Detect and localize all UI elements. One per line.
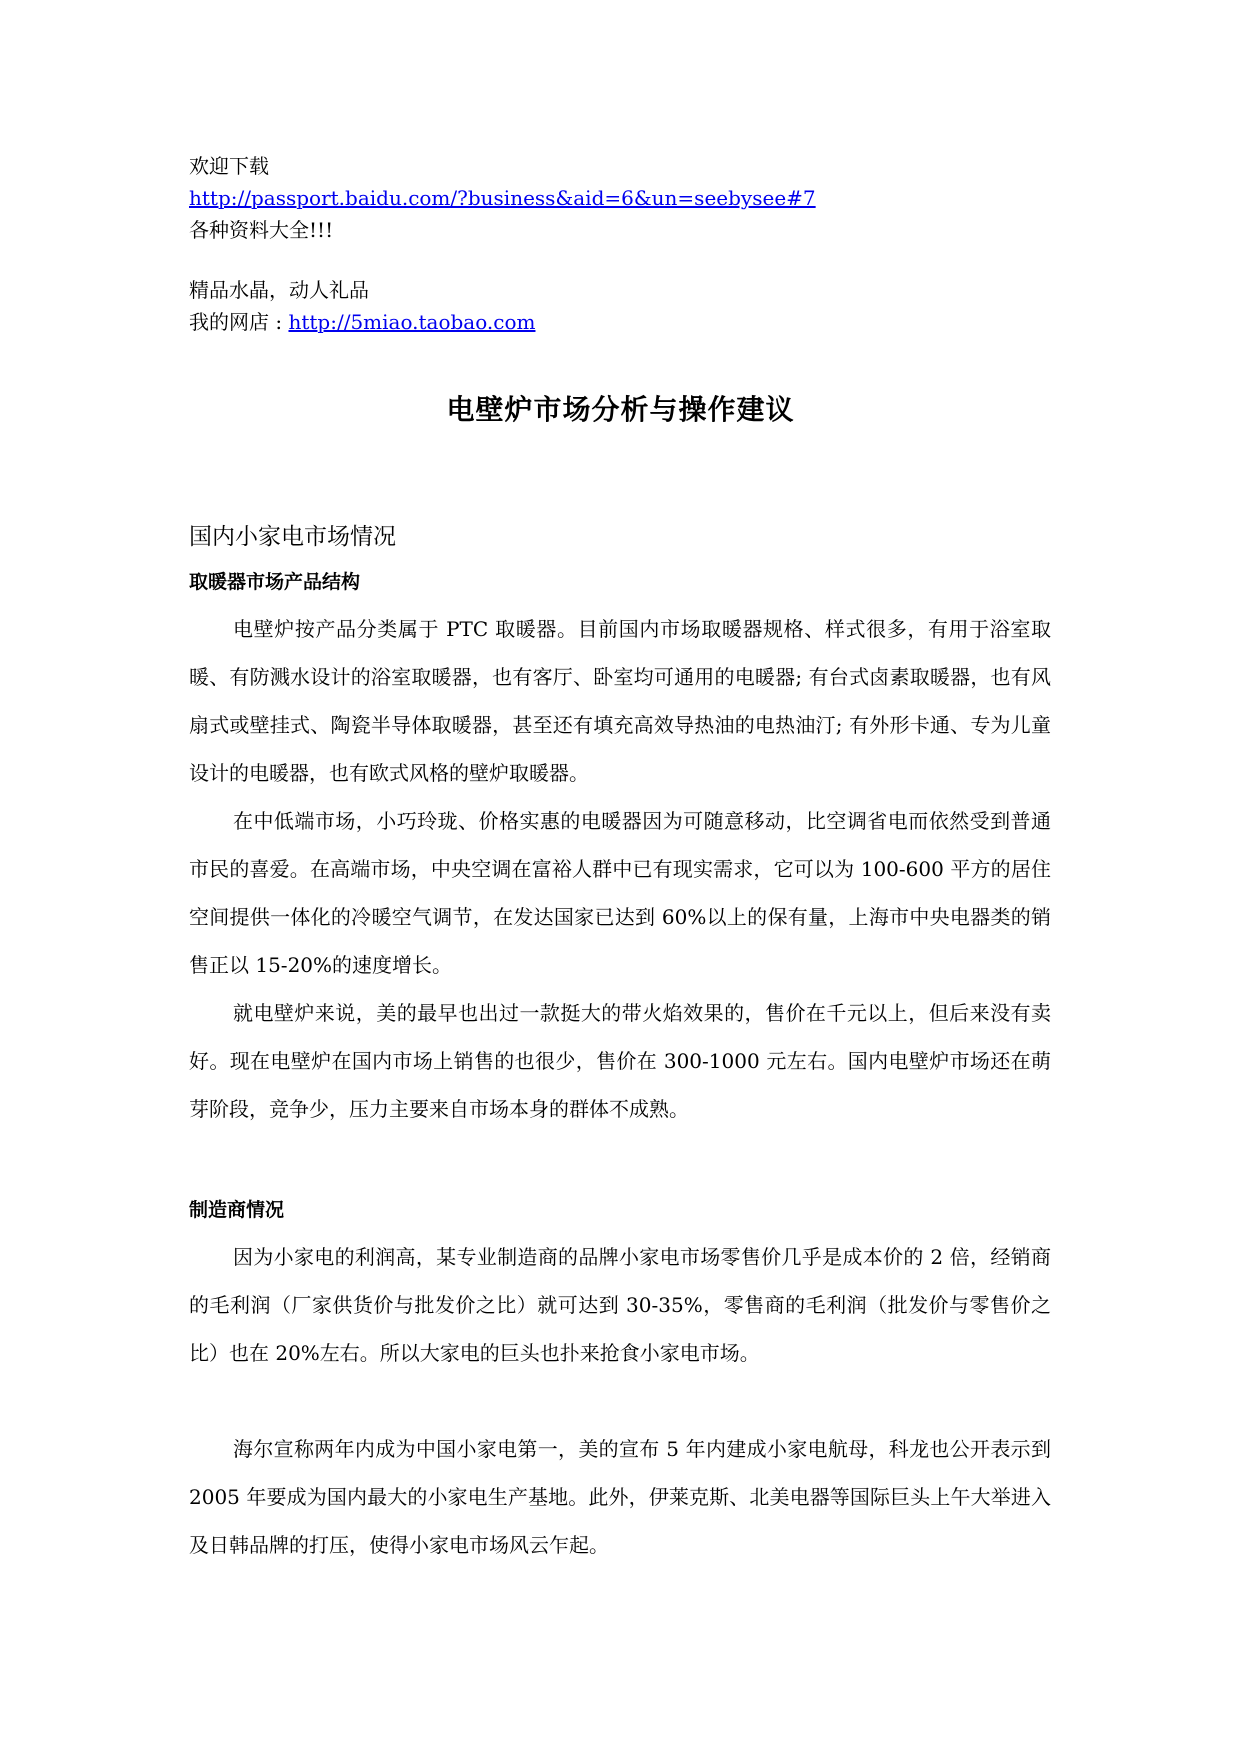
resources-text: 各种资料大全!!! [189,218,334,242]
shop-link[interactable]: http://5miao.taobao.com [288,310,536,334]
download-link[interactable]: http://passport.baidu.com/?business&aid=6&un=seebysee#7 [189,186,816,210]
paragraph-3: 就电壁炉来说，美的最早也出过一款挺大的带火焰效果的，售价在千元以上，但后来没有卖好。现在电壁炉在国内市场上销售的也很少，售价在 300-1000 元左右。国内电壁炉市场还在萌芽阶段，竞争少，压力主要来自市场本身的群体不成熟。 [189,1001,1051,1121]
document-title: 电壁炉市场分析与操作建议 [446,393,795,426]
paragraph-1: 电壁炉按产品分类属于 PTC 取暖器。目前国内市场取暖器规格、样式很多，有用于浴室取暖、有防溅水设计的浴室取暖器，也有客厅、卧室均可通用的电暖器; 有台式卤素取暖器，也有风扇式或壁挂式、陶瓷半导体取暖器，甚至还有填充高效导热油的电热油汀; 有外形卡通、专为儿童设计的电暖器，也有欧式风格的壁炉取暖器。 [189,617,1051,785]
slogan-text: 精品水晶，动人礼品 [189,278,369,302]
paragraph-4: 因为小家电的利润高，某专业制造商的品牌小家电市场零售价几乎是成本价的 2 倍，经销商的毛利润（厂家供货价与批发价之比）就可达到 30-35%，零售商的毛利润（批发价与零售价之比）也在 20%左右。所以大家电的巨头也扑来抢食小家电市场。 [189,1245,1051,1365]
paragraph-5: 海尔宣称两年内成为中国小家电第一，美的宣布 5 年内建成小家电航母，科龙也公开表示到 2005 年要成为国内最大的小家电生产基地。此外，伊莱克斯、北美电器等国际巨头上午大举进入及日韩品牌的打压，使得小家电市场风云乍起。 [189,1437,1051,1557]
subsection-heading-manufacturers: 制造商情况 [189,1199,285,1221]
shop-label: 我的网店 : [189,310,283,334]
section-heading-domestic-market: 国内小家电市场情况 [189,524,396,550]
welcome-text: 欢迎下载 [189,154,269,178]
paragraph-2: 在中低端市场，小巧玲珑、价格实惠的电暖器因为可随意移动，比空调省电而依然受到普通市民的喜爱。在高端市场，中央空调在富裕人群中已有现实需求，它可以为 100-600 平方的居住空间提供一体化的冷暖空气调节，在发达国家已达到 60%以上的保有量，上海市中央电器类的销售正以 15-20%的速度增长。 [189,809,1051,977]
subsection-heading-heater-structure: 取暖器市场产品结构 [189,571,361,593]
header-block [189,150,816,338]
